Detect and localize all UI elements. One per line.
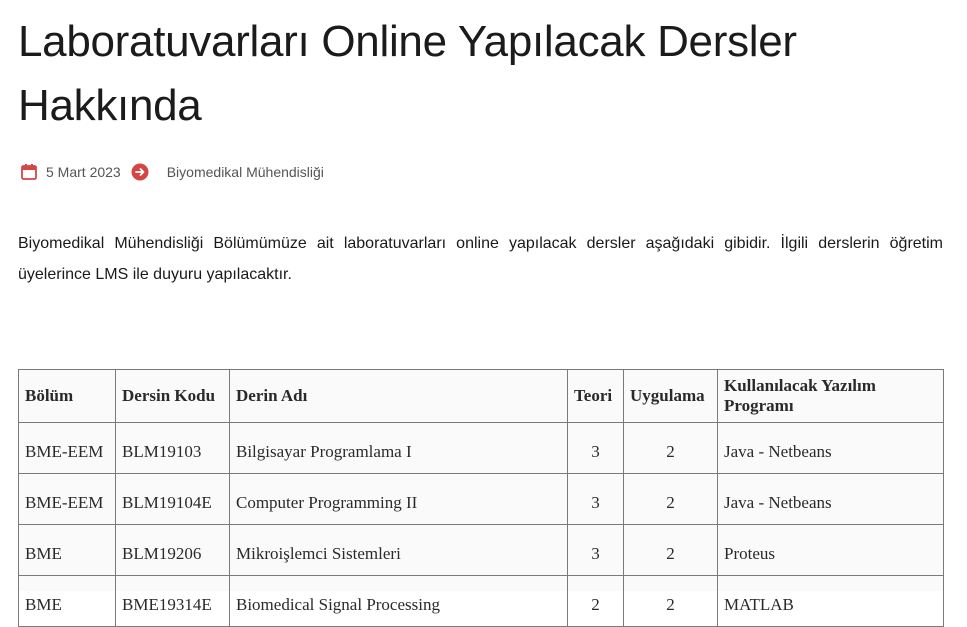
page-title: Laboratuvarları Online Yapılacak Dersler Hakkında xyxy=(18,17,797,130)
table-row xyxy=(19,576,944,627)
table-cell: 2 xyxy=(624,474,718,525)
table-cell: 2 xyxy=(568,576,624,627)
post-category-link[interactable]: Biyomedikal Mühendisliği xyxy=(166,164,324,180)
table-cell: MATLAB xyxy=(718,576,944,627)
table-cell: Biomedical Signal Processing xyxy=(230,576,568,627)
arrow-right-circle-icon xyxy=(131,163,149,181)
table-cell: 3 xyxy=(568,423,624,474)
column-header: Uygulama xyxy=(624,370,718,423)
table-row xyxy=(19,423,944,474)
courses-table xyxy=(18,369,944,627)
column-header: Teori xyxy=(568,370,624,423)
table-cell: Proteus xyxy=(718,525,944,576)
column-header: Dersin Kodu xyxy=(116,370,230,423)
post-date: 5 Mart 2023 xyxy=(46,164,121,180)
column-header: Kullanılacak Yazılım Programı xyxy=(718,370,944,423)
table-cell: BME-EEM xyxy=(19,423,116,474)
post-meta xyxy=(20,160,324,184)
table-cell: 3 xyxy=(568,525,624,576)
table-cell: BME xyxy=(19,576,116,627)
column-header: Derin Adı xyxy=(230,370,568,423)
calendar-icon xyxy=(20,163,38,181)
table-cell: BLM19206 xyxy=(116,525,230,576)
table-cell: BLM19103 xyxy=(116,423,230,474)
table-cell: Java - Netbeans xyxy=(718,423,944,474)
table-cell: BLM19104E xyxy=(116,474,230,525)
courses-table-image xyxy=(18,369,943,614)
table-row xyxy=(19,474,944,525)
table-cell: BME19314E xyxy=(116,576,230,627)
table-cell: 2 xyxy=(624,525,718,576)
table-cell: 2 xyxy=(624,423,718,474)
table-cell: Mikroişlemci Sistemleri xyxy=(230,525,568,576)
table-cell: Computer Programming II xyxy=(230,474,568,525)
table-row xyxy=(19,525,944,576)
table-cell: 3 xyxy=(568,474,624,525)
table-cell: Java - Netbeans xyxy=(718,474,944,525)
table-cell: 2 xyxy=(624,576,718,627)
table-header-row xyxy=(19,370,944,423)
column-header: Bölüm xyxy=(19,370,116,423)
table-cell: Bilgisayar Programlama I xyxy=(230,423,568,474)
table-cell: BME xyxy=(19,525,116,576)
table-cell: BME-EEM xyxy=(19,474,116,525)
article-intro: Biyomedikal Mühendisliği Bölümümüze ait laboratuvarları online yapılacak dersler aşağıdaki gibidir. İlgili derslerin öğretim üyelerince LMS ile duyuru yapılacaktır. xyxy=(18,235,943,283)
